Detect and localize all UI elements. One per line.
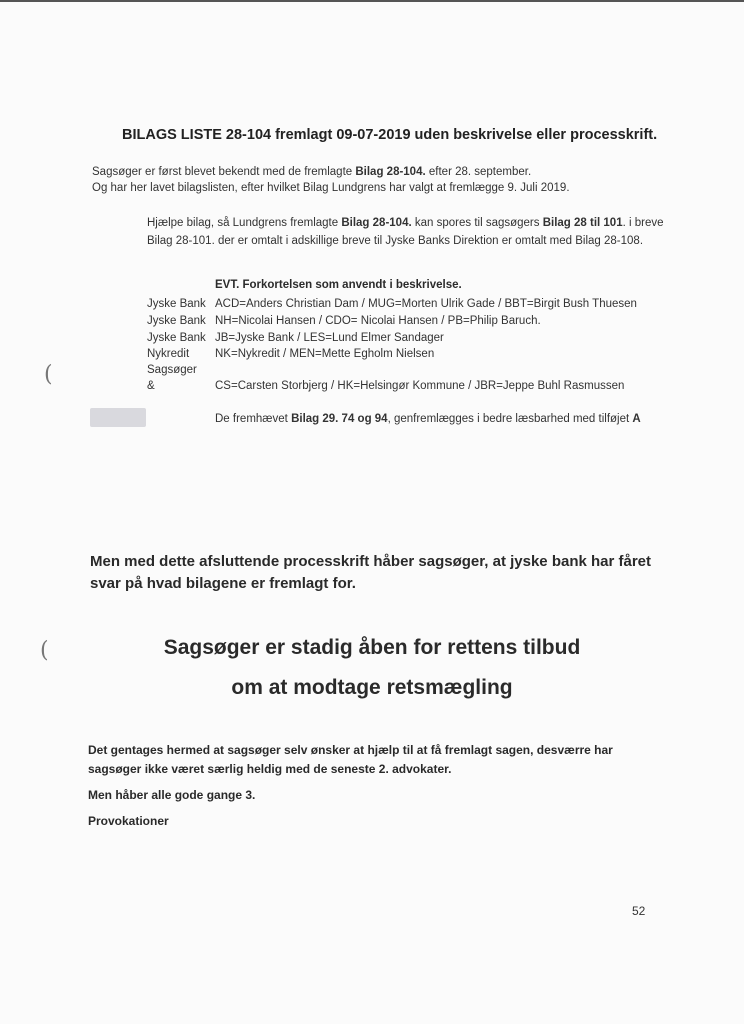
abbr-text: NK=Nykredit / MEN=Mette Egholm Nielsen — [215, 348, 435, 360]
abbr-label: Jyske Bank — [147, 298, 206, 310]
help-line-1 — [147, 217, 664, 229]
page-top-border — [0, 0, 744, 2]
intro-line-2: Og har her lavet bilagslisten, efter hvilket Bilag Lundgrens har valgt at fremlægge 9. Juli 2019. — [92, 182, 570, 194]
document-title: BILAGS LISTE 28-104 fremlagt 09-07-2019 uden beskrivelse eller processkrift. — [122, 127, 658, 143]
emphasis-text: De fremhævet — [215, 413, 292, 425]
closing-line-2: sagsøger ikke været særlig heldig med de seneste 2. advokater. — [88, 762, 452, 776]
help-bilag-ref: Bilag 28-104. — [341, 217, 412, 229]
help-bilag-range: Bilag 28 til 101 — [542, 217, 623, 229]
final-paragraph-line-2: svar på hvad bilagene er fremlagt for. — [90, 575, 356, 592]
help-text: Hjælpe bilag, så Lundgrens fremlagte — [147, 217, 342, 229]
abbr-text: JB=Jyske Bank / LES=Lund Elmer Sandager — [215, 332, 444, 344]
closing-line-4: Provokationer — [88, 814, 169, 828]
main-heading-line-1: Sagsøger er stadig åben for rettens tilbud — [163, 636, 581, 659]
abbr-label: Jyske Bank — [147, 315, 206, 327]
abbr-label: Sagsøger — [147, 364, 197, 376]
abbr-label: & — [147, 380, 155, 392]
page-number: 52 — [632, 904, 646, 918]
abbr-text: CS=Carsten Storbjerg / HK=Helsingør Kommune / JBR=Jeppe Buhl Rasmussen — [215, 380, 625, 392]
abbreviations-heading: EVT. Forkortelsen som anvendt i beskrivelse. — [215, 279, 462, 291]
intro-text: efter 28. september. — [425, 166, 532, 178]
closing-line-1: Det gentages hermed at sagsøger selv ønsker at hjælp til at få fremlagt sagen, desværre har — [88, 743, 613, 757]
emphasis-suffix: A — [632, 413, 641, 425]
help-text: . i breve — [622, 217, 664, 229]
emphasis-text: , genfremlægges i bedre læsbarhed med tilføjet — [387, 413, 633, 425]
help-line-2: Bilag 28-101. der er omtalt i adskillige breve til Jyske Banks Direktion er omtalt med Bilag 28-108. — [147, 235, 644, 247]
intro-line-1 — [92, 166, 531, 178]
main-heading-line-2: om at modtage retsmægling — [231, 676, 513, 699]
abbr-text: NH=Nicolai Hansen / CDO= Nicolai Hansen / PB=Philip Baruch. — [215, 315, 541, 327]
final-paragraph-line-1: Men med dette afsluttende processkrift håber sagsøger, at jyske bank har fåret — [90, 553, 652, 570]
emphasis-line — [215, 413, 641, 425]
abbr-text: ACD=Anders Christian Dam / MUG=Morten Ulrik Gade / BBT=Birgit Bush Thuesen — [215, 298, 637, 310]
emphasis-bilag: Bilag 29. 74 og 94 — [291, 413, 388, 425]
closing-line-3: Men håber alle gode gange 3. — [88, 788, 256, 802]
punch-hole-mark: ( — [44, 362, 53, 387]
help-text: kan spores til sagsøgers — [411, 217, 543, 229]
intro-text: Sagsøger er først blevet bekendt med de fremlagte — [92, 166, 356, 178]
intro-bilag-ref: Bilag 28-104. — [355, 166, 426, 178]
abbr-label: Jyske Bank — [147, 332, 206, 344]
punch-hole-mark: ( — [40, 638, 49, 663]
abbr-label: Nykredit — [147, 348, 190, 360]
redaction-box — [90, 408, 146, 427]
